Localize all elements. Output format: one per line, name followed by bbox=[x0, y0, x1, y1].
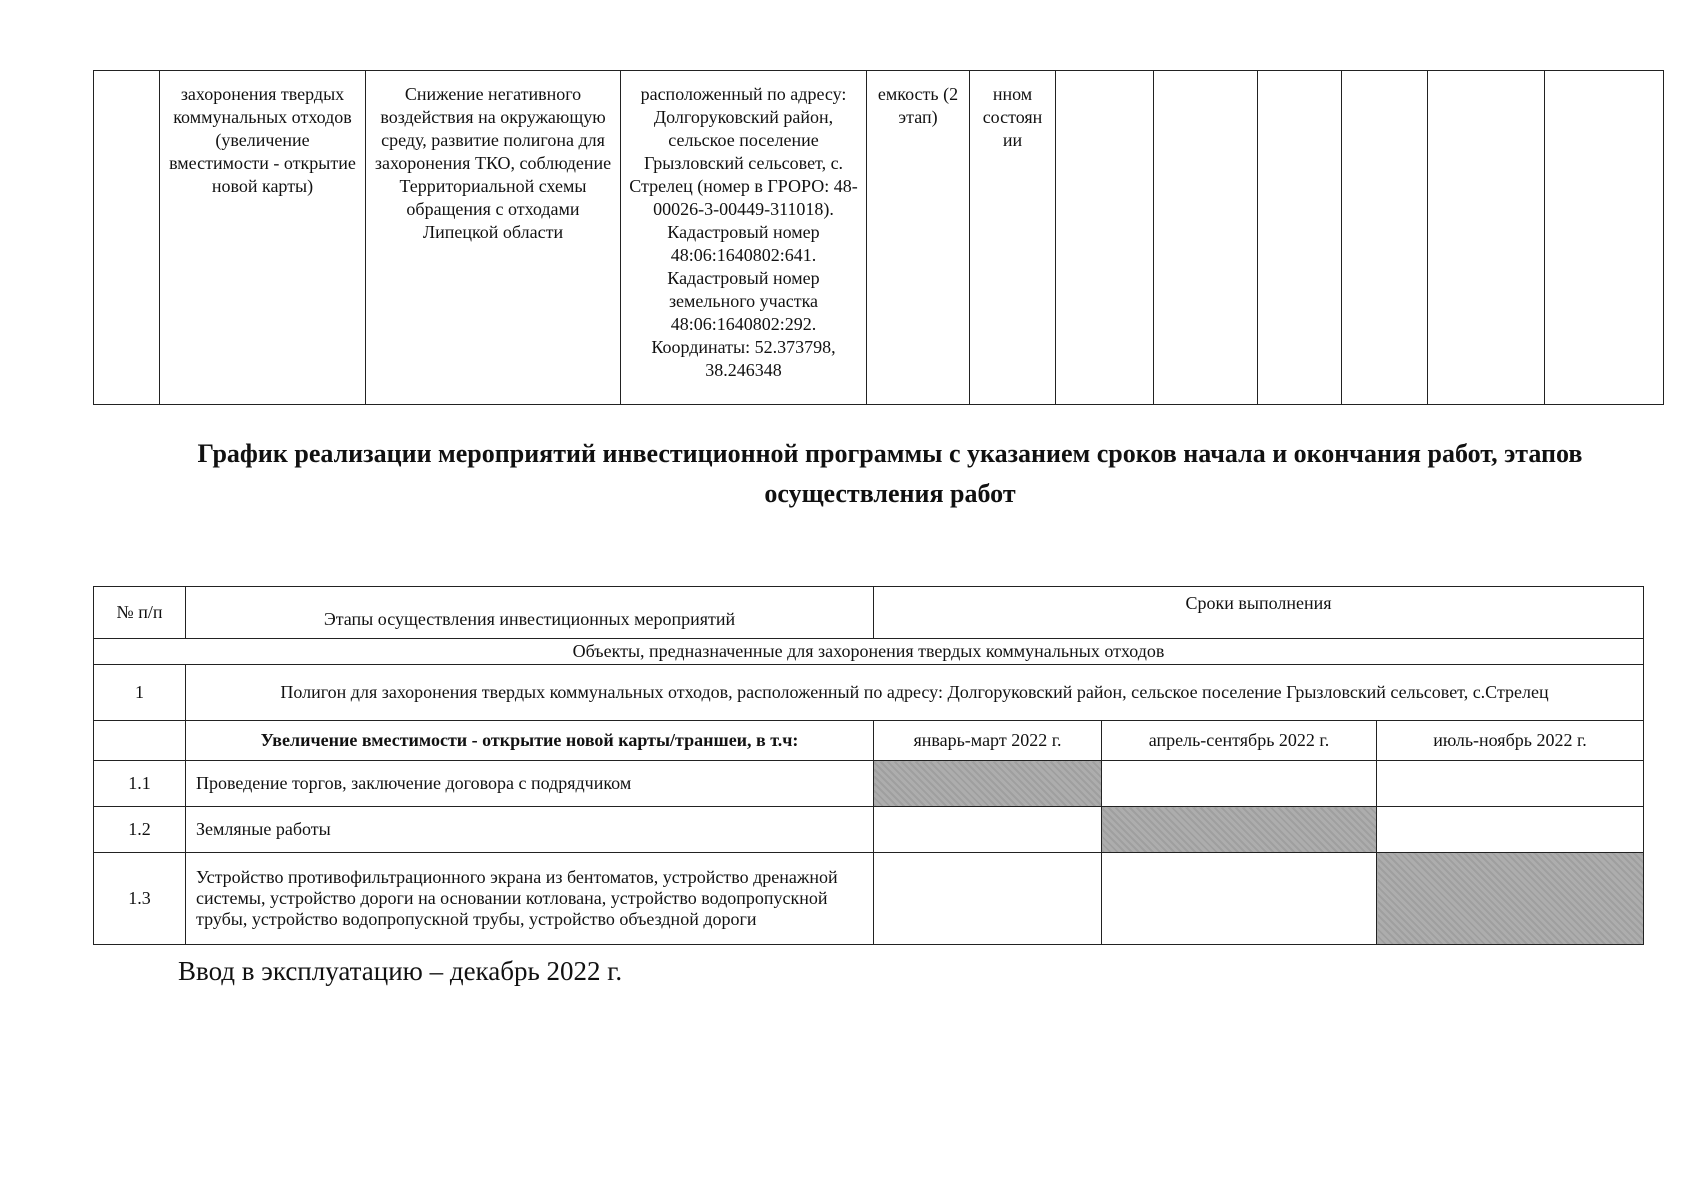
top-cell-capacity: емкость (2 этап) bbox=[867, 71, 970, 405]
gantt-cell bbox=[874, 761, 1102, 807]
top-cell-empty bbox=[1545, 71, 1664, 405]
section-title: Объекты, предназначенные для захоронения твердых коммунальных отходов bbox=[94, 639, 1644, 665]
top-cell-location: расположенный по адресу: Долгоруковский район, сельское поселение Грызловский сельсовет, с. Стрелец (номер в ГРОРО: 48-00026-3-00449-311018). Кадастровый номер 48:06:1640802:641. Кадастровый номер земельного участка 48:06:1640802:292. Координаты: 52.373798, 38.246348 bbox=[621, 71, 867, 405]
header-num: № п/п bbox=[94, 587, 186, 639]
period-1: январь-март 2022 г. bbox=[874, 721, 1102, 761]
top-cell-empty bbox=[1056, 71, 1154, 405]
period-3: июль-ноябрь 2022 г. bbox=[1377, 721, 1644, 761]
top-cell-goal: Снижение негативного воздействия на окружающую среду, развитие полигона для захоронения ТКО, соблюдение Территориальной схемы обращения с отходами Липецкой области bbox=[366, 71, 621, 405]
gantt-cell bbox=[1102, 853, 1377, 945]
gantt-cell bbox=[1102, 761, 1377, 807]
row-num: 1.2 bbox=[94, 807, 186, 853]
schedule-table bbox=[93, 586, 1644, 945]
period-2: апрель-сентябрь 2022 г. bbox=[1102, 721, 1377, 761]
top-continuation-table bbox=[93, 70, 1664, 405]
gantt-cell bbox=[1102, 807, 1377, 853]
schedule-heading: График реализации мероприятий инвестиционной программы с указанием сроков начала и окончания работ, этапов осуществления работ bbox=[197, 439, 1583, 508]
top-cell-empty bbox=[1258, 71, 1342, 405]
top-cell-empty bbox=[1342, 71, 1428, 405]
subheader-title: Увеличение вместимости - открытие новой карты/траншеи, в т.ч: bbox=[186, 721, 874, 761]
row-text: Устройство противофильтрационного экрана из бентоматов, устройство дренажной системы, устройство дороги на основании котлована, устройство водопропускной трубы, устройство водопропускной трубы, устройство объездной дороги bbox=[186, 853, 874, 945]
object-title: Полигон для захоронения твердых коммунальных отходов, расположенный по адресу: Долгоруковский район, сельское поселение Грызловский сельсовет, с.Стрелец bbox=[186, 665, 1644, 721]
gantt-cell bbox=[874, 807, 1102, 853]
row-num: 1.3 bbox=[94, 853, 186, 945]
header-stages: Этапы осуществления инвестиционных мероприятий bbox=[186, 587, 874, 639]
gantt-cell bbox=[1377, 807, 1644, 853]
top-cell-activity: захоронения твердых коммунальных отходов (увеличение вместимости - открытие новой карты) bbox=[160, 71, 366, 405]
top-cell-empty bbox=[1154, 71, 1258, 405]
row-text: Проведение торгов, заключение договора с подрядчиком bbox=[186, 761, 874, 807]
gantt-cell bbox=[1377, 853, 1644, 945]
object-num: 1 bbox=[94, 665, 186, 721]
gantt-cell bbox=[874, 853, 1102, 945]
row-text: Земляные работы bbox=[186, 807, 874, 853]
top-cell-num bbox=[94, 71, 160, 405]
top-cell-empty bbox=[1428, 71, 1545, 405]
gantt-cell bbox=[1377, 761, 1644, 807]
commissioning-note: Ввод в эксплуатацию – декабрь 2022 г. bbox=[178, 956, 623, 986]
header-terms: Сроки выполнения bbox=[874, 587, 1644, 639]
top-cell-state: нном состоян ии bbox=[970, 71, 1056, 405]
row-num: 1.1 bbox=[94, 761, 186, 807]
subheader-num-empty bbox=[94, 721, 186, 761]
